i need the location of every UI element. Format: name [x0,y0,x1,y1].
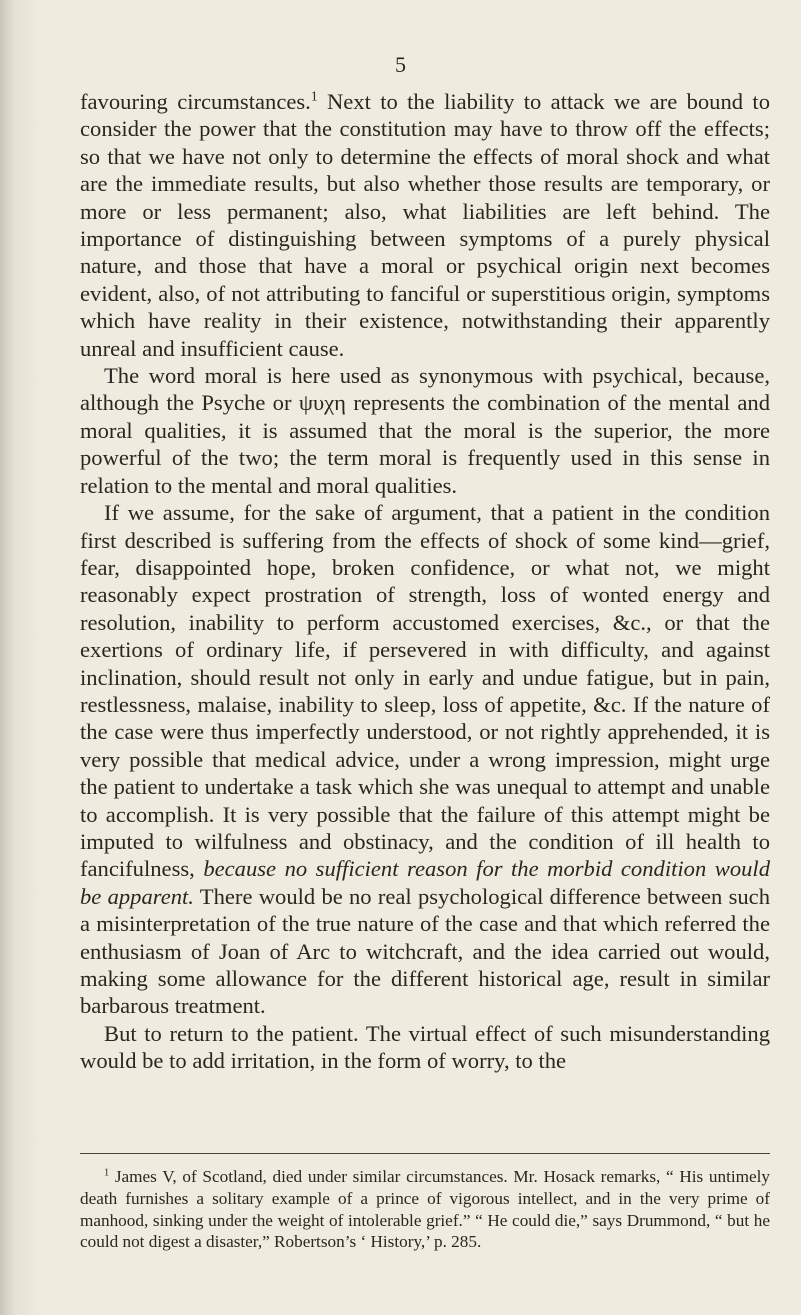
paragraph-1-start: favouring circumstances. [80,89,311,114]
paragraph-4: But to return to the patient. The virtual effect of such misunderstanding would be to add irritation, in the form of worry, to the [80,1020,770,1074]
footnote-paragraph [80,1166,770,1253]
paragraph-3-rest: There would be no real psychological difference between such a misinterpretation of the true nature of the case and that which referred the enthusiasm of Joan of Arc to witchcraft, and the idea carried out would, making some allowance for the different historical age, result in similar barbarous treatment. [80,883,770,1019]
paragraph-3 [80,499,770,1020]
page-number: 5 [395,52,406,77]
paragraph-3-start: If we assume, for the sake of argument, that a patient in the condition first described is suffering from the effects of shock of some kind—grief, fear, disappointed hope, broken confidence, or what not, we might reasonably expect prostration of strength, loss of wonted energy and resolution, inability to perform accustomed exercises, &c., or that the exertions of ordinary life, if persevered in with difficulty, and against inclination, should result not only in early and undue fatigue, but in pain, restlessness, malaise, inability to sleep, loss of appetite, &c. If the nature of the case were thus imperfectly understood, or not rightly apprehended, it is very possible that medical advice, under a wrong impression, might urge the patient to undertake a task which she was unequal to attempt and unable to accomplish. It is very possible that the failure of this attempt might be imputed to wilfulness and obstinacy, and the condition of ill health to fancifulness, [80,500,770,882]
paragraph-1-rest: Next to the liability to attack we are bound to consider the power that the constitution may have to throw off the effects; so that we have not only to determine the effects of moral shock and what are the immediate results, but also whether those results are temporary, or more or less permanent; also, what liabilities are left behind. The importance of distinguishing between symptoms of a purely physical nature, and those that have a moral or psychical origin next becomes evident, also, of not attributing to fanciful or superstitious origin, symptoms which have reality in their existence, notwithstanding their apparently unreal and insufficient cause. [80,89,770,361]
footnote-mark: 1 [104,1167,110,1179]
paragraph-2: The word moral is here used as synonymous with psychical, because, although the Psyche or ψυχη represents the combination of the mental and moral qualities, it is assumed that the moral is the superior, the more powerful of the two; the term moral is frequently used in this sense in relation to the mental and moral qualities. [80,363,770,498]
footnote [80,1166,770,1253]
footnote-reference: 1 [310,88,318,104]
footnote-text: James V, of Scotland, died under similar circumstances. Mr. Hosack remarks, “ His untimely death furnishes a solitary example of a prince of vigorous intellect, and in the very prime of manhood, sinking under the weight of intolerable grief.” “ He could die,” says Drummond, “ but he could not digest a disaster,” Robertson’s ‘ History,’ p. 285. [80,1167,770,1252]
paragraph-3-italic: because no sufficient reason for the morbid condition would be apparent. [80,856,770,909]
paragraph-1 [80,88,770,362]
body-text [80,88,770,1075]
footnote-divider [80,1153,770,1154]
